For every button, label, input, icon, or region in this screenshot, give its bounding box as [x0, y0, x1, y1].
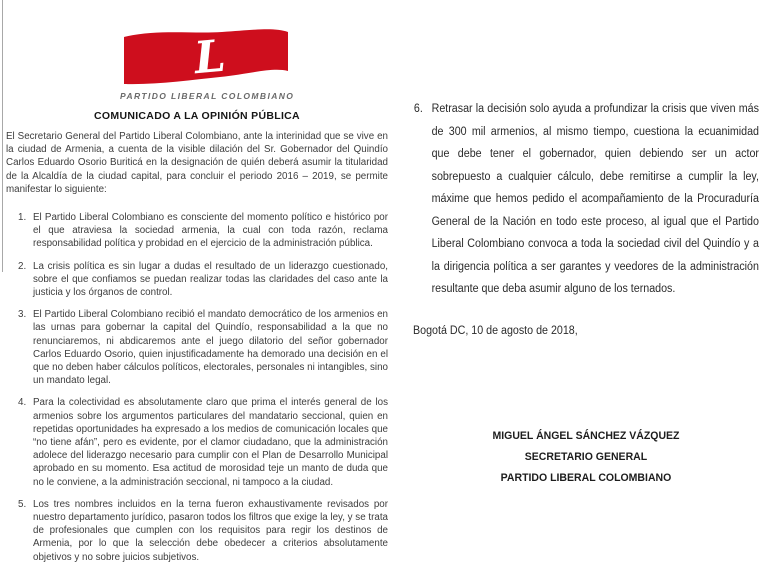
logo-caption: PARTIDO LIBERAL COLOMBIANO — [120, 91, 295, 101]
item-text: Retrasar la decisión solo ayuda a profundizar la crisis que viven más de 300 mil armenios, al mismo tiempo, cuestiona la ecuanimidad que debe tener el gobernador, quien debiendo ser un actor sobrepuesto a cualquier cálculo, debe remitirse a cumplir la ley, máxime que hemos pedido el acompañamiento de la Procuraduría General de la Nación en todo este proceso, al igual que el Partido Liberal Colombiano convoca a toda la sociedad civil del Quindío y a la dirigencia política a ser garantes y veedores de la administración resultante que deba asumir alguno de los ternados. — [431, 103, 759, 295]
right-column — [413, 98, 759, 489]
item-number: 3. — [18, 309, 27, 321]
logo-letter: L — [192, 30, 228, 85]
numbered-item-4 — [6, 396, 388, 488]
signature-block — [413, 426, 759, 489]
numbered-item-2 — [6, 260, 388, 300]
item-text: Para la colectividad es absolutamente claro que prima el interés general de los armenios sobre los argumentos particulares del mandatario seccional, quien en repetidas oportunidades ha expresado a los medios de comunicación locales que “no tiene afán”, pero es evidente, por el clamor ciudadano, que la administración adolece del liderazgo necesario para cumplir con el Plan de Desarrollo Municipal aprobado en su momento. Esa actitud de morosidad teje un manto de duda que no le conviene, a la administración seccional, ni tampoco a la ciudad. — [33, 397, 388, 488]
communique-title: COMUNICADO A LA OPINIÓN PÚBLICA — [94, 110, 300, 122]
intro-paragraph: El Secretario General del Partido Liberal Colombiano, ante la interinidad que se vive en la ciudad de Armenia, a cuenta de la visible dilación del Sr. Gobernador del Quindío Carlos Eduardo Osorio Buriticá en la designación de quién deberá asumir la titularidad de la Alcaldía de la ciudad capital, para concluir el periodo 2016 – 2019, se permite manifestar lo siguiente: — [6, 131, 388, 195]
liberal-flag-icon — [122, 26, 290, 90]
item-text: El Partido Liberal Colombiano recibió el mandato democrático de los armenios en las urnas para gobernar la capital del Quindío, responsabilidad a la que no renunciaremos, ni abdicaremos ante el juego dilatorio del señor gobernador Carlos Eduardo Osorio, quien injustificadamente ha demorado una decisión en el que no deben haber cálculos políticos, electorales, personales ni intangibles, sino un mandato legal. — [33, 309, 388, 387]
signature-org: PARTIDO LIBERAL COLOMBIANO — [500, 472, 672, 484]
item-text: La crisis política es sin lugar a dudas el resultado de un liderazgo cuestionado, sobre el que confiamos se puedan realizar todas las claridades del caso ante la justicia y los órganos de control. — [33, 260, 388, 299]
numbered-item-3 — [6, 308, 388, 387]
item-number: 1. — [18, 212, 27, 224]
item-number: 4. — [18, 397, 27, 409]
numbered-item-5 — [6, 498, 388, 564]
item-number: 6. — [413, 103, 423, 115]
party-logo — [120, 26, 295, 101]
signature-name: MIGUEL ÁNGEL SÁNCHEZ VÁZQUEZ — [492, 430, 680, 442]
item-number: 2. — [18, 260, 27, 272]
left-column — [6, 130, 388, 573]
item-text: Los tres nombres incluidos en la terna fueron exhaustivamente revisados por nuestro departamento jurídico, pasaron todos los filtros que exige la ley, y se trata de profesionales que cumplen con los requisitos para regir los destinos de Armenia, por lo que la selección debe obedecer a criterios absolutamente objetivos y no sobre juicios subjetivos. — [33, 498, 388, 563]
dateline: Bogotá DC, 10 de agosto de 2018, — [413, 324, 578, 337]
numbered-item-6 — [413, 98, 759, 301]
signature-role: SECRETARIO GENERAL — [524, 451, 648, 463]
item-number: 5. — [18, 498, 27, 510]
item-text: El Partido Liberal Colombiano es consciente del momento político e histórico por el que atraviesa la sociedad armenia, la cual con toda razón, reclama responsabilidad política y probidad en el ejercicio de la administración pública. — [33, 212, 388, 250]
scan-edge-line — [2, 0, 3, 272]
numbered-item-1 — [6, 211, 388, 251]
